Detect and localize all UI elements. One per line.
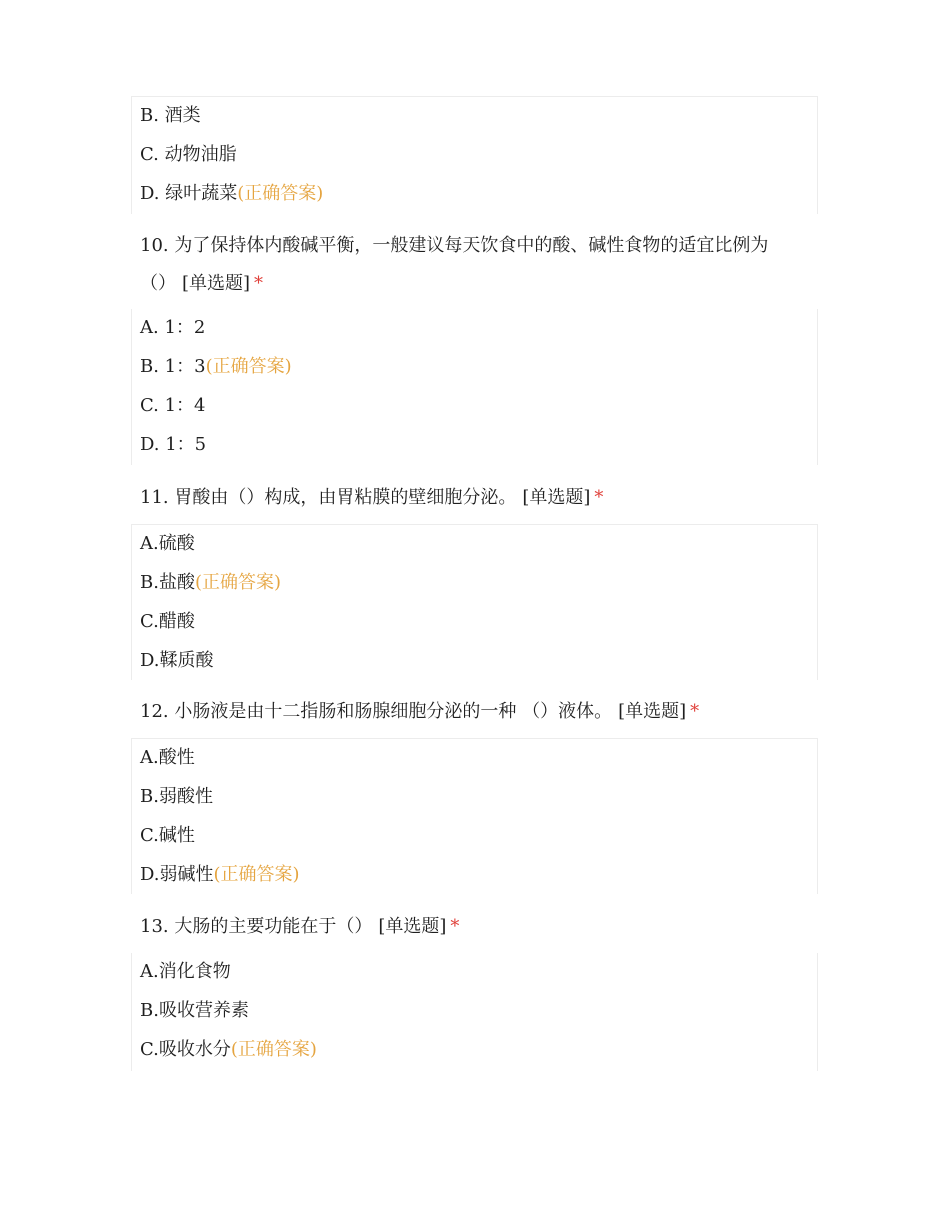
option-c: C. 1：4 bbox=[140, 395, 206, 416]
correct-answer-marker: (正确答案) bbox=[237, 183, 324, 204]
option-a: A.硫酸 bbox=[140, 533, 195, 554]
question-12 bbox=[140, 693, 800, 731]
required-asterisk: * bbox=[690, 701, 700, 722]
required-asterisk: * bbox=[594, 487, 604, 508]
option-a: A. 1：2 bbox=[140, 317, 206, 338]
question-type: [单选题] bbox=[522, 487, 591, 508]
option-d: D.鞣质酸 bbox=[140, 650, 214, 671]
option-c: C. 动物油脂 bbox=[140, 144, 237, 165]
question-text-continued: （） [单选题] * bbox=[140, 273, 264, 294]
question-9-options bbox=[131, 96, 818, 214]
question-text: 12. 小肠液是由十二指肠和肠腺细胞分泌的一种 （）液体。 bbox=[140, 701, 613, 722]
option-c: C.碱性 bbox=[140, 825, 195, 846]
question-12-options bbox=[131, 738, 818, 894]
question-11 bbox=[140, 479, 800, 517]
option-c: C.醋酸 bbox=[140, 611, 195, 632]
option-d: D.弱碱性(正确答案) bbox=[140, 864, 300, 885]
option-b: B.盐酸(正确答案) bbox=[140, 572, 281, 593]
question-11-options bbox=[131, 524, 818, 680]
question-type: [单选题] bbox=[378, 916, 447, 937]
question-10-options bbox=[131, 309, 818, 465]
question-type: [单选题] bbox=[618, 701, 687, 722]
option-b: B. 酒类 bbox=[140, 105, 201, 126]
option-d: D. 绿叶蔬菜(正确答案) bbox=[140, 183, 324, 204]
correct-answer-marker: (正确答案) bbox=[205, 356, 292, 377]
option-b: B.吸收营养素 bbox=[140, 1000, 249, 1021]
option-b: B. 1：3(正确答案) bbox=[140, 356, 292, 377]
option-a: A.酸性 bbox=[140, 747, 195, 768]
required-asterisk: * bbox=[254, 273, 264, 294]
option-c: C.吸收水分(正确答案) bbox=[140, 1039, 317, 1060]
correct-answer-marker: (正确答案) bbox=[194, 572, 281, 593]
question-13 bbox=[140, 908, 800, 946]
option-b: B.弱酸性 bbox=[140, 786, 213, 807]
required-asterisk: * bbox=[450, 916, 460, 937]
correct-answer-marker: (正确答案) bbox=[230, 1039, 317, 1060]
question-10 bbox=[140, 227, 800, 303]
option-a: A.消化食物 bbox=[140, 961, 231, 982]
option-d: D. 1：5 bbox=[140, 434, 207, 455]
correct-answer-marker: (正确答案) bbox=[213, 864, 300, 885]
question-text: 13. 大肠的主要功能在于（） bbox=[140, 916, 373, 937]
question-text: 10. 为了保持体内酸碱平衡，一般建议每天饮食中的酸、碱性食物的适宜比例为 bbox=[140, 235, 769, 256]
question-13-options bbox=[131, 953, 818, 1071]
question-type: [单选题] bbox=[182, 273, 251, 294]
question-text: 11. 胃酸由（）构成，由胃粘膜的壁细胞分泌。 bbox=[140, 487, 517, 508]
